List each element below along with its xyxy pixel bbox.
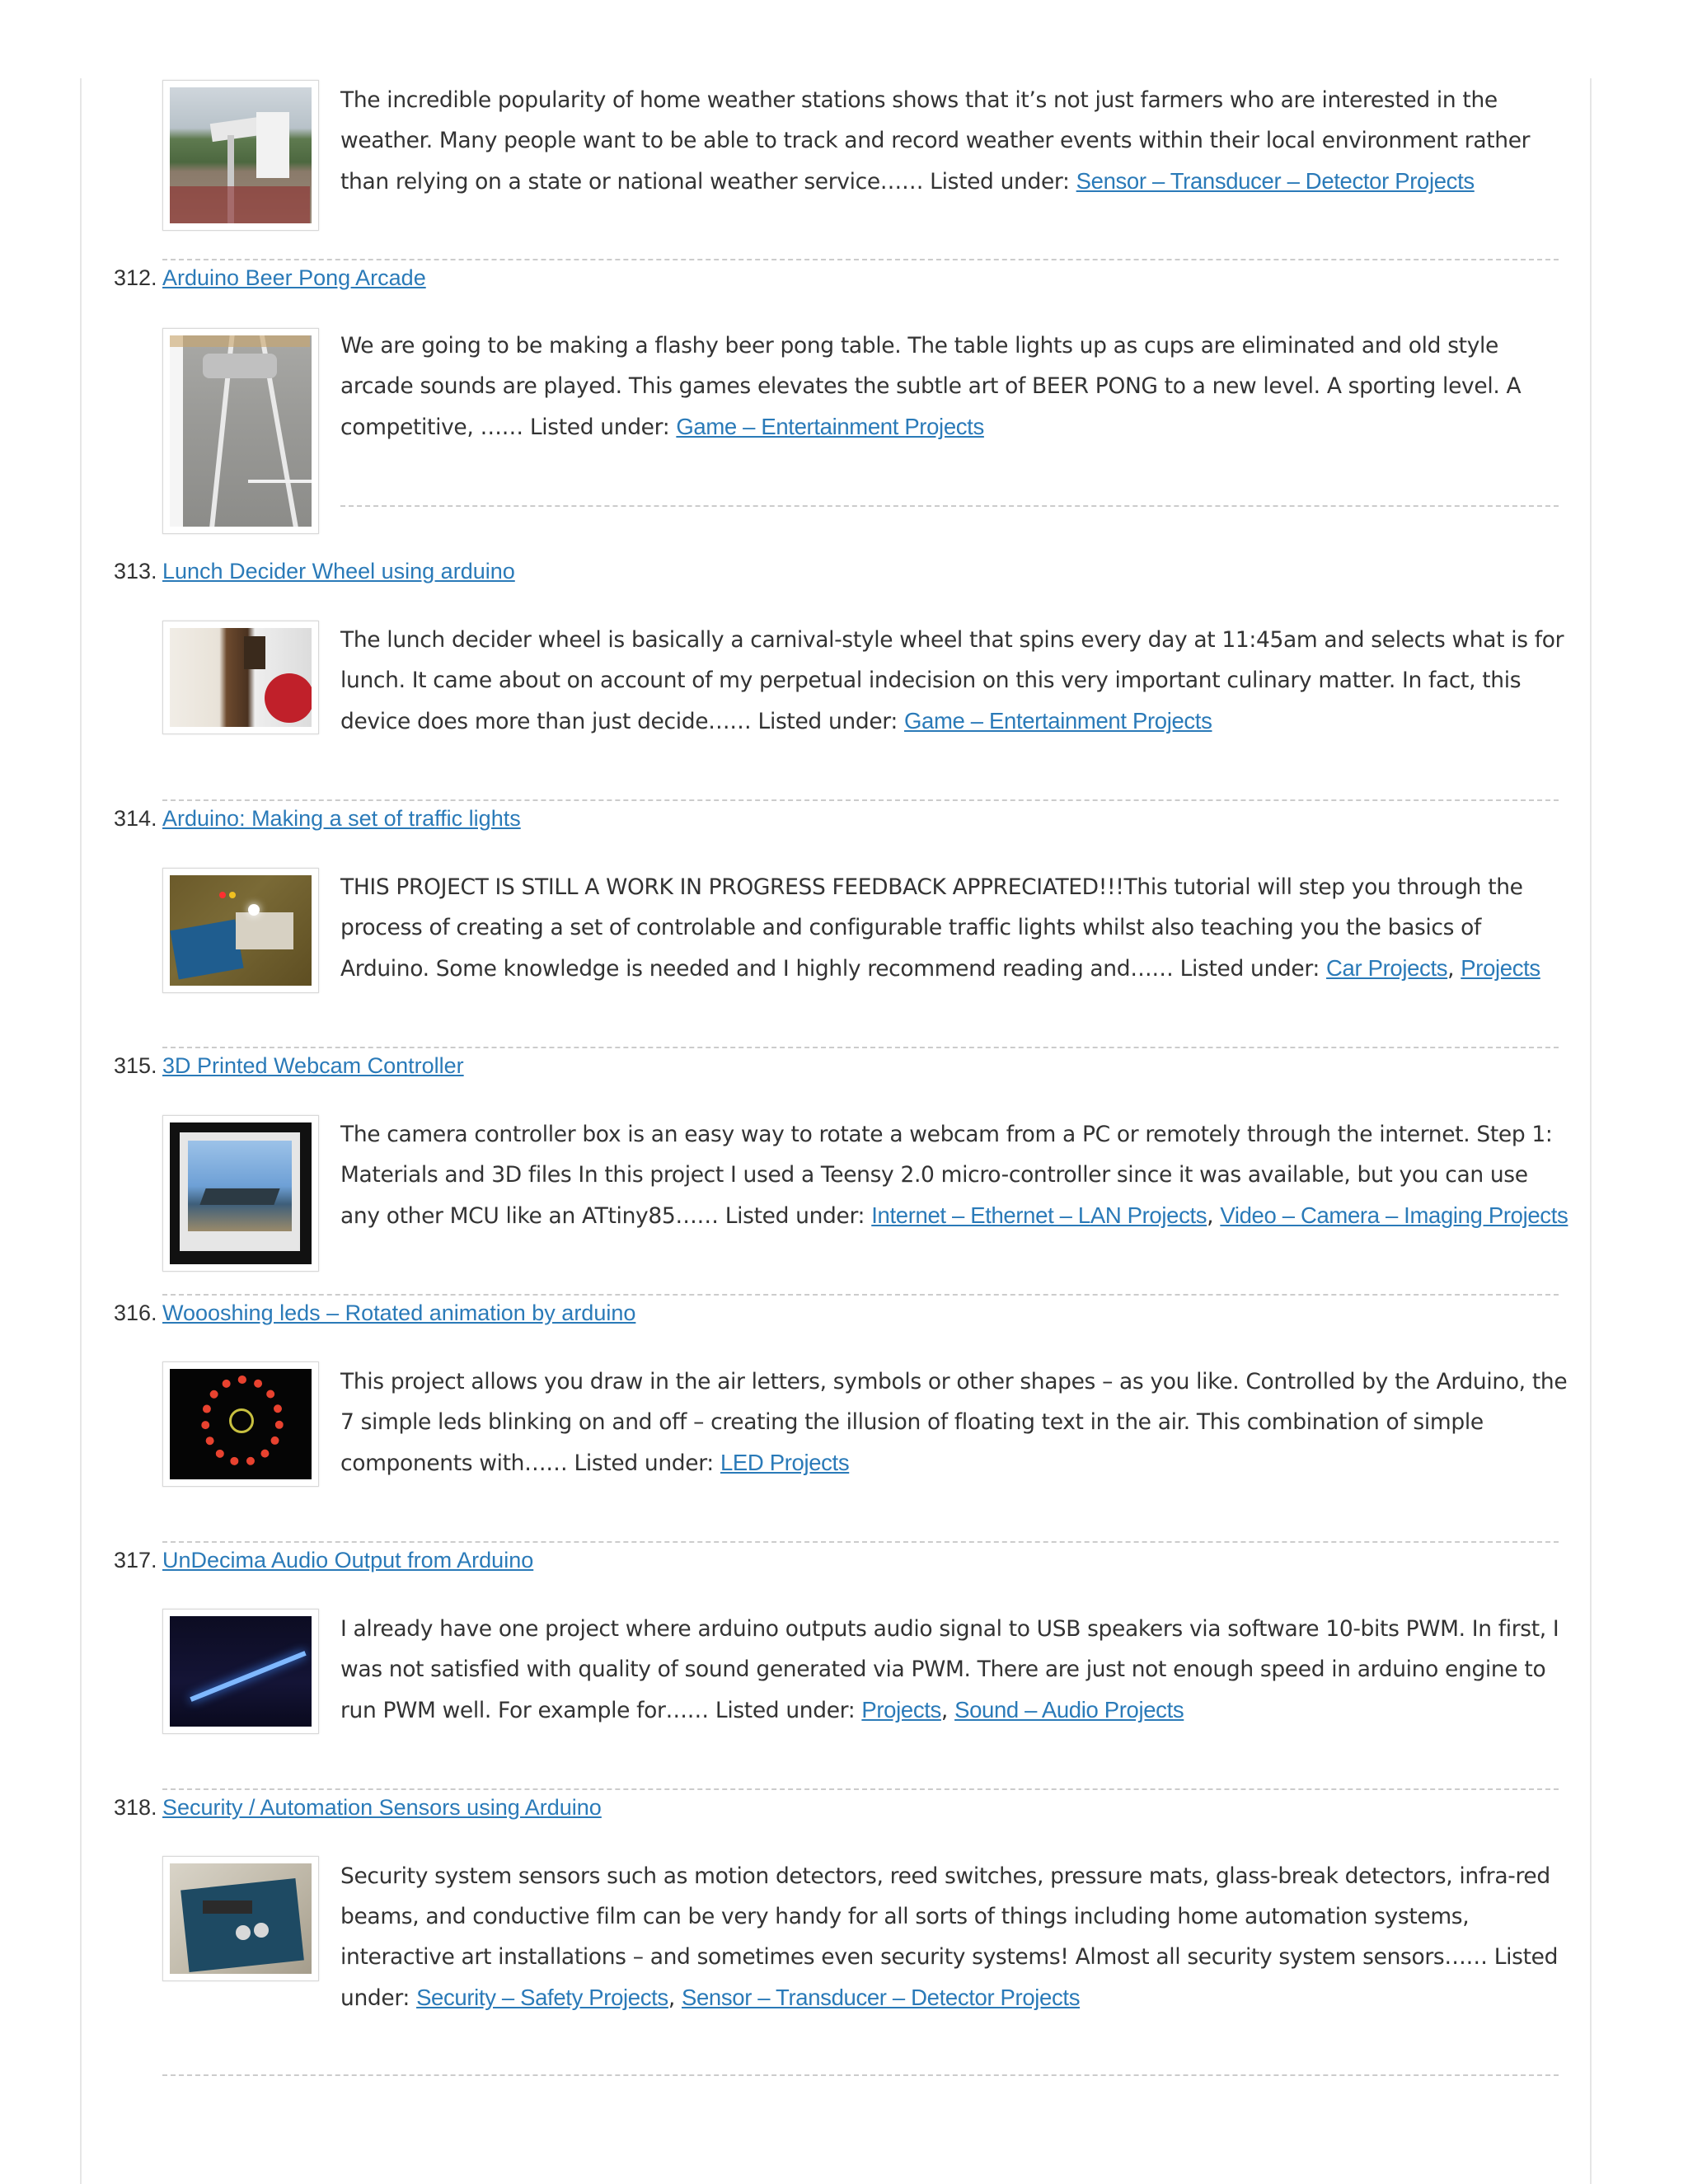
- thumbnail-traffic-lights[interactable]: [162, 868, 319, 993]
- category-link[interactable]: Sensor – Transducer – Detector Projects: [1076, 168, 1475, 194]
- item-description: The incredible popularity of home weather stations shows that it’s not just farmers who are interested in the weather. Many people want to be able to track and record weather events within their local environment rather than relying on a state or national weather service…… Listed under:: [340, 87, 1531, 194]
- item-number: 313.: [114, 559, 157, 583]
- item-description: Security system sensors such as motion detectors, reed switches, pressure mats, glass-break detectors, infra-red beams, and conductive film can be very handy for all sorts of things including home automation systems, interactive art installations – and sometimes even security systems! Almost all security system sensors…… Listed under:: [340, 1863, 1559, 2011]
- category-link[interactable]: Car Projects: [1326, 955, 1448, 981]
- item-separator: [162, 259, 1559, 260]
- item-separator: [162, 1047, 1559, 1048]
- category-link[interactable]: Projects: [1461, 955, 1540, 981]
- item-number: 315.: [114, 1053, 157, 1078]
- item-separator: [340, 505, 1559, 507]
- thumbnail-weather-station[interactable]: [162, 80, 319, 231]
- item-description: The lunch decider wheel is basically a carnival-style wheel that spins every day at 11:45am and selects what is for lunch. It came about on account of my perpetual indecision on this very important culinary matter. In fact, this device does more than just decide…… Listed under:: [340, 627, 1564, 734]
- item-description: THIS PROJECT IS STILL A WORK IN PROGRESS FEEDBACK APPRECIATED!!!This tutorial will step you through the process of creating a set of controlable and configurable traffic lights whilst also teaching you the basics of Arduino. Some knowledge is needed and I highly recommend reading and…… Listed under:: [340, 874, 1523, 982]
- item-title-link[interactable]: Arduino Beer Pong Arcade: [162, 265, 426, 290]
- thumbnail-beer-pong[interactable]: [162, 328, 319, 534]
- item-title-link[interactable]: Security / Automation Sensors using Arduino: [162, 1795, 602, 1820]
- item-separator: [162, 2074, 1559, 2076]
- category-link[interactable]: Internet – Ethernet – LAN Projects: [871, 1202, 1207, 1228]
- item-description: This project allows you draw in the air letters, symbols or other shapes – as you like. Controlled by the Arduino, the 7 simple leds blinking on and off – creating the illusion of floating text in the air. This combination of simple components with…… Listed under:: [340, 1369, 1568, 1476]
- item-description: We are going to be making a flashy beer pong table. The table lights up as cups are eliminated and old style arcade sounds are played. This games elevates the subtle art of BEER PONG to a new level. A sporting level. A competitive, …… Listed under:: [340, 333, 1522, 440]
- item-title-link[interactable]: UnDecima Audio Output from Arduino: [162, 1548, 534, 1572]
- category-link[interactable]: Video – Camera – Imaging Projects: [1220, 1202, 1568, 1228]
- category-link[interactable]: Game – Entertainment Projects: [904, 708, 1212, 733]
- item-title-link[interactable]: Lunch Decider Wheel using arduino: [162, 559, 515, 583]
- category-link[interactable]: Security – Safety Projects: [416, 1985, 668, 2010]
- thumbnail-webcam-controller[interactable]: [162, 1115, 319, 1272]
- item-number: 314.: [114, 806, 157, 831]
- item-separator: [162, 1788, 1559, 1790]
- category-link[interactable]: Projects: [861, 1697, 941, 1722]
- link-separator: ,: [1447, 956, 1461, 982]
- item-separator: [162, 799, 1559, 801]
- item-separator: [162, 1294, 1559, 1296]
- category-link[interactable]: Game – Entertainment Projects: [676, 414, 984, 439]
- item-description: The camera controller box is an easy way to rotate a webcam from a PC or remotely through the internet. Step 1: Materials and 3D files In this project I used a Teensy 2.0 micro-controller since it was available, but you can use any other MCU like an ATtiny85…… Listed under:: [340, 1122, 1553, 1229]
- item-separator: [162, 1541, 1559, 1543]
- category-link[interactable]: LED Projects: [720, 1450, 850, 1475]
- thumbnail-audio-output[interactable]: [162, 1609, 319, 1734]
- thumbnail-woooshing-leds[interactable]: [162, 1361, 319, 1487]
- link-separator: ,: [1207, 1203, 1221, 1229]
- item-number: 312.: [114, 265, 157, 290]
- item-description: I already have one project where arduino outputs audio signal to USB speakers via software 10-bits PWM. In first, I was not satisfied with quality of sound generated via PWM. There are just not enough speed in arduino engine to run PWM well. For example for…… Listed under:: [340, 1616, 1559, 1723]
- item-title-link[interactable]: Arduino: Making a set of traffic lights: [162, 806, 521, 831]
- item-number: 316.: [114, 1301, 157, 1325]
- link-separator: ,: [940, 1698, 955, 1723]
- thumbnail-security-sensors[interactable]: [162, 1856, 319, 1981]
- item-number: 317.: [114, 1548, 157, 1572]
- item-title-link[interactable]: 3D Printed Webcam Controller: [162, 1053, 464, 1078]
- category-link[interactable]: Sound – Audio Projects: [954, 1697, 1184, 1722]
- category-link[interactable]: Sensor – Transducer – Detector Projects: [681, 1985, 1081, 2010]
- item-number: 318.: [114, 1795, 157, 1820]
- thumbnail-lunch-wheel[interactable]: [162, 621, 319, 734]
- link-separator: ,: [668, 1985, 682, 2011]
- item-title-link[interactable]: Woooshing leds – Rotated animation by arduino: [162, 1301, 636, 1325]
